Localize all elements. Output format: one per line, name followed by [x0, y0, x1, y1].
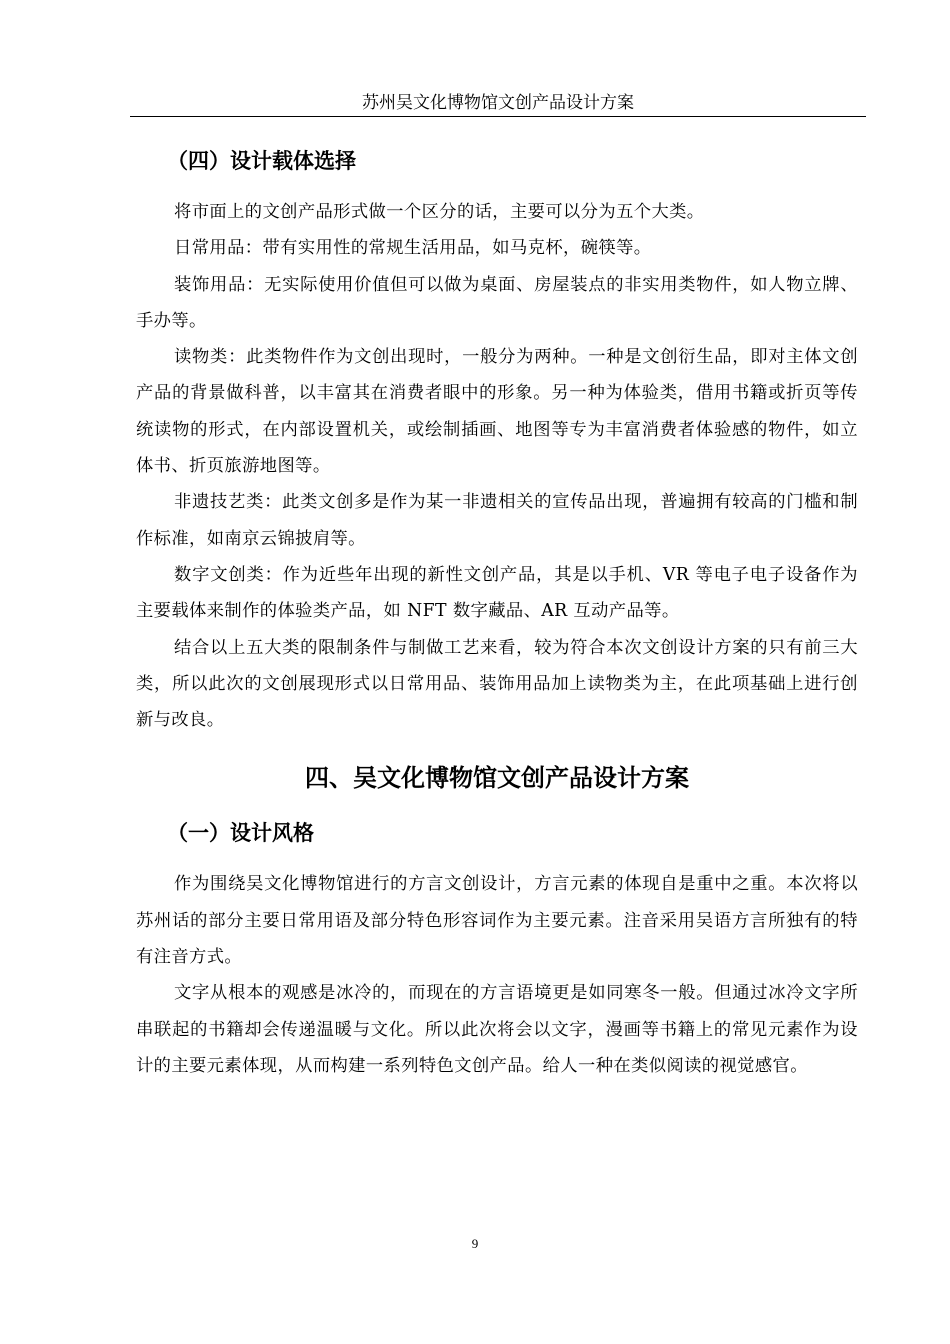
spacer	[136, 738, 858, 760]
section-heading-style: （一）设计风格	[167, 821, 314, 846]
spacer	[136, 796, 858, 818]
section-heading-carrier: （四）设计载体选择	[167, 149, 356, 173]
running-header: 苏州吴文化博物馆文创产品设计方案	[362, 93, 634, 113]
page-content	[136, 146, 858, 1084]
paragraph: 文字从根本的观感是冰冷的，而现在的方言语境更是如同寒冬一般。但通过冰冷文字所串联起的书籍却会传递温暖与文化。所以此次将会以文字，漫画等书籍上的常见元素作为设计的主要元素体现，从而构建一系列特色文创产品。给人一种在类似阅读的视觉感官。	[136, 983, 858, 1076]
paragraph: 读物类：此类物件作为文创出现时，一般分为两种。一种是文创衍生品，即对主体文创产品的背景做科普，以丰富其在消费者眼中的形象。另一种为体验类，借用书籍或折页等传统读物的形式，在内部设置机关，或绘制插画、地图等专为丰富消费者体验感的物件，如立体书、折页旅游地图等。	[136, 347, 858, 477]
paragraph: 数字文创类：作为近些年出现的新性文创产品，其是以手机、VR 等电子电子设备作为主要载体来制作的体验类产品，如 NFT 数字藏品、AR 互动产品等。	[136, 564, 858, 622]
paragraph: 装饰用品：无实际使用价值但可以做为桌面、房屋装点的非实用类物件，如人物立牌、手办等。	[136, 274, 858, 331]
header-rule	[130, 116, 866, 117]
spacer	[136, 848, 858, 866]
spacer	[136, 176, 858, 194]
paragraph: 非遗技艺类：此类文创多是作为某一非遗相关的宣传品出现，普遍拥有较高的门槛和制作标准，如南京云锦披肩等。	[136, 492, 858, 549]
paragraph: 日常用品：带有实用性的常规生活用品，如马克杯，碗筷等。	[174, 238, 652, 259]
page-number: 9	[471, 1236, 479, 1251]
paragraph: 结合以上五大类的限制条件与制做工艺来看，较为符合本次文创设计方案的只有前三大类，所以此次的文创展现形式以日常用品、装饰用品加上读物类为主，在此项基础上进行创新与改良。	[136, 637, 858, 731]
paragraph: 作为围绕吴文化博物馆进行的方言文创设计，方言元素的体现自是重中之重。本次将以苏州话的部分主要日常用语及部分特色形容词作为主要元素。注音采用吴语方言所独有的特有注音方式。	[136, 874, 858, 968]
paragraph: 将市面上的文创产品形式做一个区分的话，主要可以分为五个大类。	[174, 202, 705, 222]
chapter-heading: 四、吴文化博物馆文创产品设计方案	[305, 764, 689, 793]
